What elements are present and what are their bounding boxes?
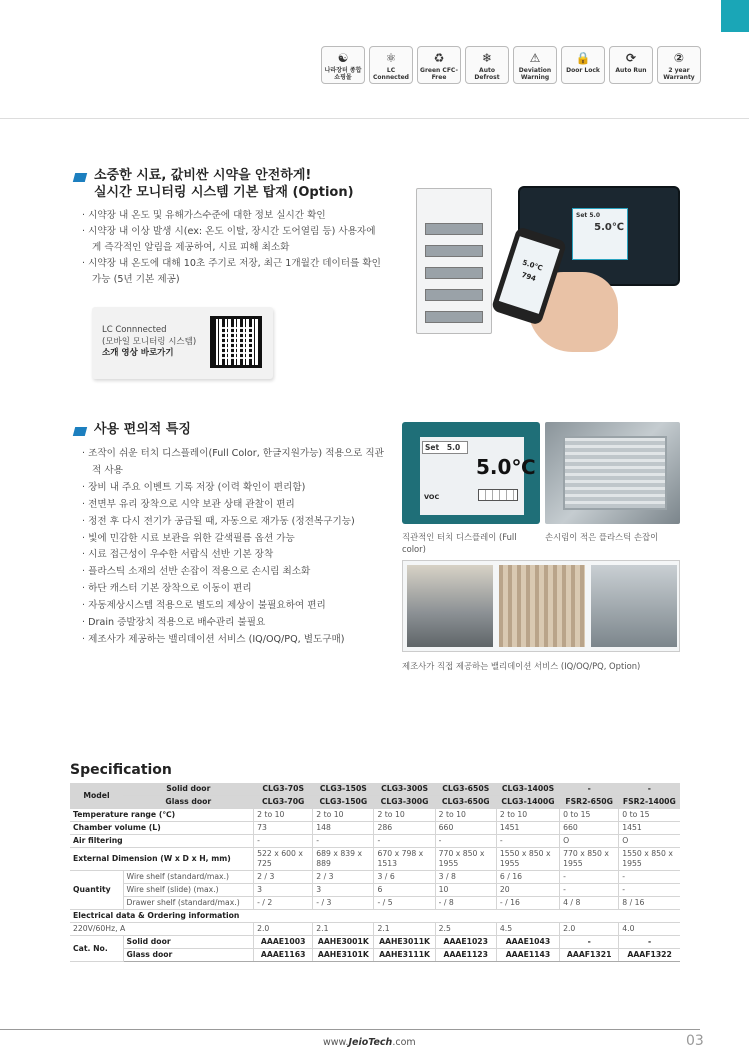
list-item: · Drain 증발장치 적용으로 배수관리 불필요 [82,615,387,632]
validation-photo-1 [407,565,493,647]
footer-url[interactable]: www.JeioTech.com [323,1037,416,1048]
table-cell: 3 / 8 [435,871,496,884]
table-cell: 1451 [619,822,680,835]
table-cell: AAAE1003 [254,936,313,949]
table-cell: 286 [374,822,435,835]
solid-door-label: Solid door [123,783,254,796]
table-cell: 73 [254,822,313,835]
model-name: CLG3-300G [374,796,435,809]
list-item: · 시약장 내 온도 및 유해가스수준에 대한 정보 실시간 확인 [82,208,382,224]
snowflake-icon-glyph: ❄ [481,50,493,65]
header-row-glass [70,796,680,809]
model-name: - [619,783,680,796]
validation-photos [402,560,680,652]
list-item: · 시료 접근성이 우수한 서랍식 선반 기본 장착 [82,547,387,564]
table-cell: 3 / 6 [374,871,435,884]
table-cell: 4.5 [496,923,559,936]
voc-level-bars [478,489,518,501]
lock-icon-glyph: 🔒 [575,50,591,65]
table-cell: 3 [313,884,374,897]
auto-run-icon-glyph: ⟳ [625,50,637,65]
kr-procurement-icon-glyph: ☯ [337,50,349,65]
feature-icon-label: LC Connected [373,67,409,81]
table-cell: 522 x 600 x 725 [254,848,313,871]
table-cell: 6 / 16 [496,871,559,884]
table-cell: 2.0 [254,923,313,936]
table-cell: AAAF1321 [560,949,619,962]
warranty-icon [657,46,701,84]
phone-voc: 794 [520,270,537,284]
row-label: Wire shelf (standard/max.) [123,871,254,884]
section2-title: 사용 편의적 특징 [94,422,191,437]
spec-row-quantity [70,871,680,884]
row-label: Air filtering [70,835,254,848]
spec-row-temp [70,809,680,822]
page-number: 03 [686,1033,704,1049]
row-label: Solid door [123,936,254,949]
warranty-icon-glyph: ② [673,50,685,65]
row-label: Drawer shelf (standard/max.) [123,897,254,910]
table-cell: 660 [435,822,496,835]
table-cell: - [619,871,680,884]
table-cell: - / 3 [313,897,374,910]
model-name: CLG3-150S [313,783,374,796]
feature-icon-label: Door Lock [566,67,600,74]
qr-video-link[interactable] [92,307,273,379]
section-marker-icon [73,173,87,182]
display-voc: VOC [424,493,440,501]
display-set-label: Set [425,443,440,452]
list-item: · 장비 내 주요 이벤트 기록 저장 (이력 확인이 편리함) [82,480,387,497]
table-cell: - [560,871,619,884]
model-name: CLG3-150G [313,796,374,809]
table-cell: AAAE1123 [435,949,496,962]
table-cell: 2 to 10 [254,809,313,822]
table-cell: 148 [313,822,374,835]
spec-row-filter [70,835,680,848]
feature-icon-label: Green CFC-Free [420,67,458,81]
feature-icon-label: Deviation Warning [518,67,552,81]
table-cell: 1550 x 850 x 1955 [496,848,559,871]
monitor-set-value: 5.0 [589,212,600,219]
table-cell: AAHE3001K [313,936,374,949]
caption-validation: 제조사가 직접 제공하는 밸리데이션 서비스 (IQ/OQ/PQ, Option) [402,661,641,671]
warning-graph-icon-glyph: ⚠ [529,50,541,65]
model-name: CLG3-650G [435,796,496,809]
model-name: CLG3-1400G [496,796,559,809]
list-item: · 빛에 민감한 시료 보관을 위한 갈색필름 옵션 가능 [82,531,387,548]
display-set-value: 5.0 [446,443,461,452]
row-label: Chamber volume (L) [70,822,254,835]
caption-display: 직관적인 터치 디스플레이 (Full color) [402,532,517,554]
snowflake-icon [465,46,509,84]
table-cell: 0 to 15 [560,809,619,822]
footer-divider [0,1029,700,1030]
page-tab-marker [721,0,749,32]
glass-door-label: Glass door [123,796,254,809]
table-cell: 660 [560,822,619,835]
row-label: External Dimension (W x D x H, mm) [70,848,254,871]
table-cell: AAAE1163 [254,949,313,962]
table-cell: 770 x 850 x 1955 [560,848,619,871]
table-cell: 4 / 8 [560,897,619,910]
table-cell: 2.1 [313,923,374,936]
table-cell: 4.0 [619,923,680,936]
table-cell: - [560,884,619,897]
table-cell: AAAE1023 [435,936,496,949]
quantity-label: Quantity [70,871,123,910]
row-label: Glass door [123,949,254,962]
list-item: · 제조사가 제공하는 밸리데이션 서비스 (IQ/OQ/PQ, 별도구매) [82,632,387,649]
section-marker-icon [73,427,87,436]
model-name: - [560,783,619,796]
table-cell: - [560,936,619,949]
spec-row-electrical [70,910,680,923]
feature-icon-label: Auto Defrost [474,67,500,81]
spec-row-cat-solid [70,936,680,949]
lock-icon [561,46,605,84]
table-cell: - / 8 [435,897,496,910]
auto-run-icon [609,46,653,84]
leaf-icon-glyph: ♻ [433,50,445,65]
table-cell: - [374,835,435,848]
table-cell: - [496,835,559,848]
table-cell: - / 2 [254,897,313,910]
table-cell: 2 / 3 [313,871,374,884]
feature-icon-label: Auto Run [615,67,647,74]
row-label: 220V/60Hz, A [70,923,254,936]
feature-icon-label: 2 year Warranty [663,67,695,81]
table-cell: 0 to 15 [619,809,680,822]
list-item: · 하단 캐스터 기본 장착으로 이동이 편리 [82,581,387,598]
table-cell: 6 [374,884,435,897]
validation-photo-2 [499,565,585,647]
electrical-label: Electrical data & Ordering information [70,910,680,923]
table-cell: - [619,884,680,897]
leaf-icon [417,46,461,84]
spec-row-quantity [70,897,680,910]
table-cell: AAHE3011K [374,936,435,949]
table-cell: 2.1 [374,923,435,936]
table-cell: AAHE3111K [374,949,435,962]
list-item: · 시약장 내 온도에 대해 10초 주기로 저장, 최근 1개월간 데이터를 확인 가능 (5년 기본 제공) [82,256,382,288]
row-label: Temperature range (℃) [70,809,254,822]
table-cell: 2 to 10 [313,809,374,822]
table-cell: - [435,835,496,848]
qr-line3: 소개 영상 바로가기 [102,348,174,358]
validation-photo-3 [591,565,677,647]
table-cell: AAAE1143 [496,949,559,962]
table-cell: AAAE1043 [496,936,559,949]
spec-row-power [70,923,680,936]
spec-title: Specification [70,762,172,778]
model-name: CLG3-1400S [496,783,559,796]
table-cell: - [619,936,680,949]
table-cell: 2 to 10 [496,809,559,822]
spec-table [70,783,680,962]
list-item: · 전면부 유리 장착으로 시약 보관 상태 관찰이 편리 [82,497,387,514]
plastic-handle-image [545,422,680,524]
table-cell: O [560,835,619,848]
section2-bullets [82,446,387,649]
header-row-solid [70,783,680,796]
spec-row-volume [70,822,680,835]
table-cell: 1451 [496,822,559,835]
spec-row-dim [70,848,680,871]
kr-procurement-icon [321,46,365,84]
table-cell: 10 [435,884,496,897]
list-item: · 자동제상시스템 적용으로 별도의 제상이 불필요하여 편리 [82,598,387,615]
divider [0,118,749,119]
monitor-temp: 5.0℃ [594,222,624,233]
monitor-set-label: Set [576,212,588,219]
table-cell: 3 [254,884,313,897]
list-item: · 시약장 내 이상 발생 시(ex: 온도 이탈, 장시간 도어열림 등) 사용자에게 즉각적인 알림을 제공하여, 시료 피해 최소화 [82,224,382,256]
cat-no-label: Cat. No. [70,936,123,962]
table-cell: O [619,835,680,848]
table-cell: AAHE3101K [313,949,374,962]
table-cell: 20 [496,884,559,897]
touch-display-image [402,422,540,524]
table-cell: 2 to 10 [374,809,435,822]
section1-title-line1: 소중한 시료, 값비싼 시약을 안전하게! [94,168,312,183]
phone-temp: 5.0℃ [521,258,544,273]
model-name: CLG3-70S [254,783,313,796]
table-cell: 689 x 839 x 889 [313,848,374,871]
table-cell: - / 5 [374,897,435,910]
feature-icon-row [321,46,701,84]
section1-heading [74,167,354,201]
model-name: FSR2-1400G [619,796,680,809]
model-name: FSR2-650G [560,796,619,809]
section2-heading [74,421,191,438]
table-cell: 1550 x 850 x 1955 [619,848,680,871]
table-cell: 2.5 [435,923,496,936]
table-cell: 2 to 10 [435,809,496,822]
qr-line1: LC Connnected [102,325,167,335]
model-label: Model [70,783,123,809]
connected-icon-glyph: ⚛ [385,50,397,65]
qr-code-icon[interactable] [210,316,262,368]
list-item: · 플라스틱 소재의 선반 손잡이 적용으로 손시림 최소화 [82,564,387,581]
table-cell: 670 x 798 x 1513 [374,848,435,871]
table-cell: AAAF1322 [619,949,680,962]
model-name: CLG3-650S [435,783,496,796]
table-cell: - [254,835,313,848]
section1-bullets [82,208,382,288]
list-item: · 정전 후 다시 전기가 공급될 때, 자동으로 재가동 (정전복구기능) [82,514,387,531]
spec-row-cat-glass [70,949,680,962]
feature-icon-label: 나라장터 종합쇼핑몰 [324,67,362,81]
table-cell: 2 / 3 [254,871,313,884]
caption-plastic: 손시림이 적은 플라스틱 손잡이 [545,532,659,542]
table-cell: - / 16 [496,897,559,910]
warning-graph-icon [513,46,557,84]
display-temp: 5.0℃ [476,455,536,479]
list-item: · 조작이 쉬운 터치 디스플레이(Full Color, 한글지원가능) 적용으로 직관적 사용 [82,446,387,480]
refrigerator-image [416,188,492,334]
section1-title-line2: 실시간 모니터링 시스템 기본 탑재 (Option) [94,185,354,200]
qr-line2: (모바일 모니터링 시스템) [102,336,197,347]
model-name: CLG3-70G [254,796,313,809]
spec-row-quantity [70,884,680,897]
model-name: CLG3-300S [374,783,435,796]
connected-icon [369,46,413,84]
table-cell: 770 x 850 x 1955 [435,848,496,871]
table-cell: 2.0 [560,923,619,936]
table-cell: - [313,835,374,848]
table-cell: 8 / 16 [619,897,680,910]
row-label: Wire shelf (slide) (max.) [123,884,254,897]
